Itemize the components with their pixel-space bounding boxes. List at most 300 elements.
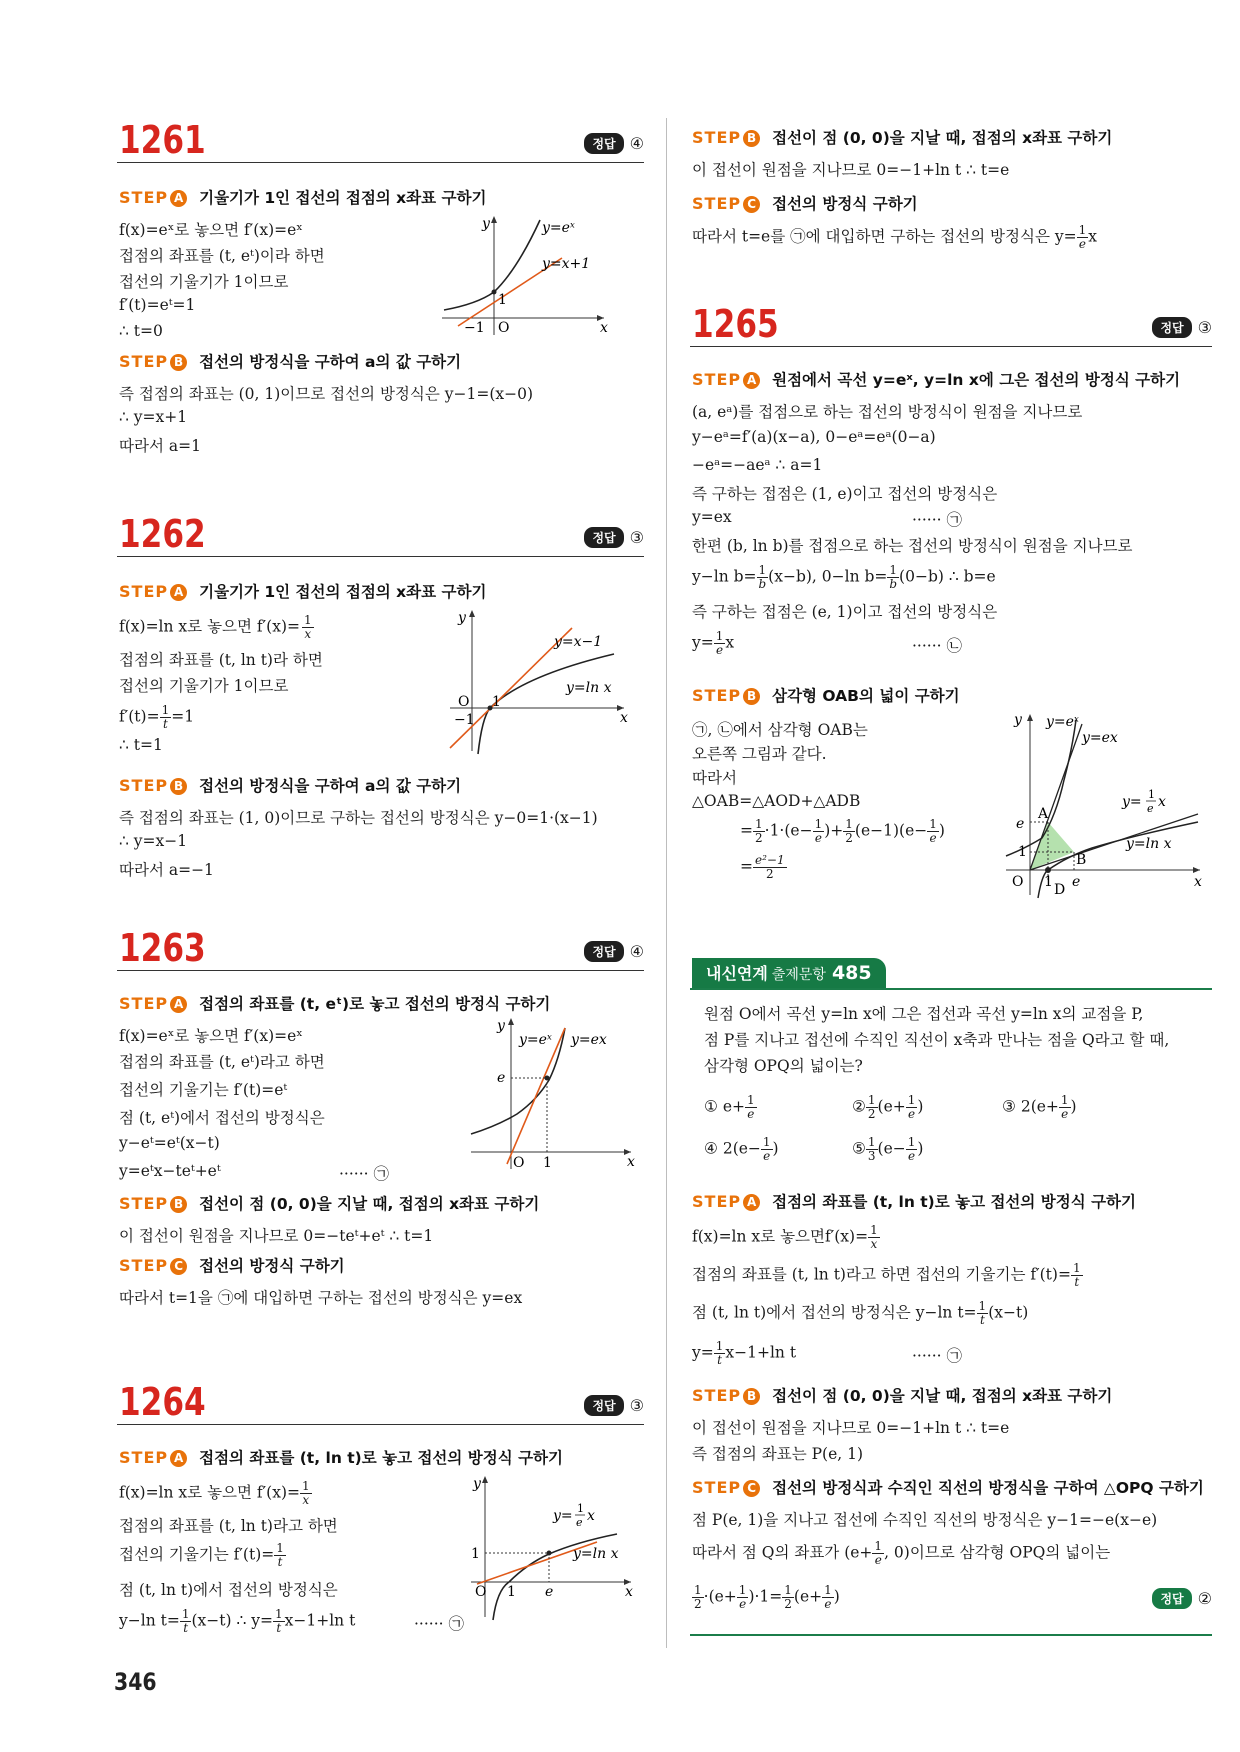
answer-value: ③ [629, 1396, 644, 1415]
y-label: y [482, 216, 490, 232]
text: ·1· [764, 821, 785, 840]
denominator: t [162, 717, 168, 731]
text: (x−t) [988, 1303, 1029, 1322]
badge-number: 485 [831, 962, 872, 984]
denominator: t [979, 1313, 985, 1327]
choice-4[interactable] [704, 1136, 779, 1163]
line-ex-label: y=ex [1082, 730, 1118, 746]
denominator: t [1074, 1275, 1080, 1289]
step-b [692, 1384, 1112, 1406]
graph-1261 [432, 210, 612, 340]
denominator: t [277, 1555, 283, 1569]
answer-value: ③ [1197, 318, 1212, 337]
step-letter: B [170, 354, 187, 371]
fraction [302, 614, 314, 641]
numerator: 1 [867, 1093, 876, 1107]
numerator: 1 [784, 1583, 792, 1597]
step-letter: B [743, 130, 760, 147]
denominator: 2 [765, 867, 774, 881]
equation-marker: ······ ㉠ [414, 1615, 464, 1633]
curve-label: y=eˣ [519, 1032, 552, 1048]
text: ) [748, 1587, 755, 1606]
line-label-num: 1 [577, 1502, 584, 1515]
fraction [753, 854, 787, 881]
denominator: e [824, 1597, 832, 1611]
fraction [274, 1542, 286, 1569]
text: (e+ [793, 1587, 823, 1606]
answer-badge: 정답 [1152, 317, 1191, 338]
problem-header [117, 512, 644, 557]
tangent-point [492, 290, 497, 295]
solution-line: 따라서 a=−1 [119, 861, 214, 879]
answer-badge: 정답 [584, 133, 623, 154]
fraction [782, 1584, 794, 1611]
step-word: STEP [119, 994, 169, 1013]
text: (e− [899, 821, 928, 840]
denominator: e [908, 1107, 916, 1121]
solution-line: 이 접선이 원점을 지나므로 0=−teᵗ+eᵗ ∴ t=1 [119, 1227, 434, 1245]
solution-line: △OAB=△AOD+△ADB [692, 792, 861, 810]
solution-line: ∴ y=x+1 [119, 408, 188, 426]
numerator: 1 [715, 1339, 724, 1353]
text: (x−b), 0−ln b= [768, 567, 888, 586]
step-word: STEP [692, 1192, 742, 1211]
text: (e− [877, 1139, 906, 1158]
solution-line: 접선의 기울기가 1이므로 [119, 273, 289, 291]
solution-line: y−eᵃ=f′(a)(x−a), 0−eᵃ=eᵃ(0−a) [692, 428, 936, 446]
solution-line: ∴ t=0 [119, 322, 163, 340]
step-title: 접선이 점 (0, 0)을 지날 때, 접점의 x좌표 구하기 [772, 1387, 1113, 1405]
curve-label: y=ln x [566, 680, 612, 696]
text: f(x)=ln x로 놓으면f′(x)= [692, 1227, 869, 1246]
solution-line: 즉 구하는 접점은 (1, e)이고 접선의 방정식은 [692, 485, 998, 503]
step-a [692, 368, 1180, 390]
fraction [1071, 1262, 1083, 1289]
denominator: e [739, 1597, 747, 1611]
text: ) [833, 1587, 840, 1606]
y-intercept-label: −1 [454, 712, 475, 728]
solution-line: f′(t)=eᵗ=1 [119, 296, 196, 314]
text: x−1+ln t [284, 1611, 356, 1630]
solution-line [692, 1224, 880, 1251]
page-number: 346 [114, 1668, 157, 1696]
answer-tag [584, 527, 644, 548]
numerator: 1 [755, 817, 763, 831]
fraction [868, 1224, 880, 1251]
text: 접선의 기울기는 f′(t)= [119, 1545, 275, 1564]
answer-badge: 정답 [584, 1395, 623, 1416]
step-letter: A [743, 372, 760, 389]
step-b [119, 774, 461, 796]
solution-line [692, 564, 996, 591]
numerator: 1 [1078, 223, 1087, 237]
solution-line [692, 224, 1097, 251]
text: 따라서 t=e를 ㉠에 대입하면 구하는 접선의 방정식은 y= [692, 227, 1077, 246]
solution-line [692, 630, 734, 657]
problem-header [690, 302, 1212, 347]
point-b-label: B [1076, 852, 1087, 868]
x-arrow [1193, 867, 1200, 873]
text: y−ln b= [692, 567, 757, 586]
fraction [977, 1300, 989, 1327]
solution-line [692, 1540, 1110, 1567]
solution-line: 점 (t, ln t)에서 접선의 방정식은 [119, 1581, 338, 1599]
text: = [740, 857, 753, 876]
answer-tag [584, 133, 644, 154]
fraction [866, 1094, 878, 1121]
step-word: STEP [692, 370, 742, 389]
problem-1265 [690, 302, 1212, 898]
column-divider [666, 118, 667, 1648]
solution-line [119, 1608, 355, 1635]
step-b [692, 126, 1112, 148]
step-title: 접선의 방정식과 수직인 직선의 방정식을 구하여 △OPQ 구하기 [772, 1479, 1204, 1497]
solution-line [740, 818, 945, 845]
numerator: 1 [907, 1093, 916, 1107]
step-word: STEP [119, 1448, 169, 1467]
fraction [300, 1480, 312, 1507]
text: (x−t) ∴ y= [191, 1611, 273, 1630]
y-intercept-label: 1 [498, 292, 507, 308]
solution-line [692, 1300, 1028, 1327]
numerator: 1 [814, 817, 823, 831]
fraction [866, 1136, 878, 1163]
text: · [703, 1587, 709, 1606]
graph-1263 [467, 1014, 637, 1174]
solution-line: 따라서 [692, 769, 737, 787]
x-intercept-label: 1 [492, 694, 501, 710]
x-tick-e-label: e [545, 1584, 554, 1600]
problem-1262 [117, 512, 644, 879]
line-label-x: x [587, 1508, 595, 1524]
solution-line [119, 614, 314, 641]
text: (e+ [1030, 1097, 1059, 1116]
fraction [714, 630, 726, 657]
solution-line: 즉 접점의 좌표는 P(e, 1) [692, 1445, 864, 1463]
solution-line: 따라서 t=1을 ㉠에 대입하면 구하는 접선의 방정식은 y=ex [119, 1289, 523, 1307]
solution-line [119, 1542, 286, 1569]
line-label: y=x+1 [542, 256, 591, 272]
ln-label: y=ln x [1126, 836, 1172, 852]
badge-subtitle: 출제문항 [771, 967, 826, 983]
step-a [119, 1446, 563, 1468]
step-a [692, 1190, 1136, 1212]
solution-line: ㉠, ㉡에서 삼각형 OAB는 [692, 721, 868, 739]
answer-value: ④ [629, 942, 644, 961]
choice-2[interactable] [852, 1094, 923, 1121]
related-footer-rule [690, 1634, 1212, 1636]
step-letter: A [170, 1450, 187, 1467]
denominator: 2 [845, 831, 853, 845]
problem-header [117, 118, 644, 163]
problem-number: 1263 [119, 926, 206, 970]
step-c [692, 192, 918, 214]
problem-1261 [117, 118, 644, 455]
text: f′(t)= [119, 707, 160, 726]
text: ) [824, 821, 831, 840]
problem-number: 1265 [692, 302, 779, 346]
text: f(x)=ln x로 놓으면 f′(x)= [119, 1483, 300, 1502]
step-title: 접선이 점 (0, 0)을 지날 때, 접점의 x좌표 구하기 [199, 1195, 540, 1213]
y-tick-e-label: e [1016, 816, 1025, 832]
numerator: 1 [870, 1223, 878, 1237]
origin-label: O [1012, 874, 1024, 890]
denominator: e [763, 1149, 771, 1163]
fraction [927, 818, 939, 845]
numerator: 1 [824, 1583, 832, 1597]
text: f(x)=ln x로 놓으면 f′(x)= [119, 617, 300, 636]
fraction [737, 1584, 749, 1611]
step-word: STEP [692, 128, 742, 147]
denominator: t [717, 1353, 722, 1367]
solution-line: f(x)=eˣ로 놓으면 f′(x)=eˣ [119, 1027, 303, 1045]
step-title: 기울기가 1인 접선의 접점의 x좌표 구하기 [199, 189, 487, 207]
denominator: e [1078, 237, 1086, 251]
y-label: y [1014, 712, 1022, 728]
step-b [692, 684, 960, 706]
fraction [180, 1608, 192, 1635]
denominator: e [814, 831, 822, 845]
fraction [745, 1094, 757, 1121]
line-label-num: 1 [1148, 788, 1155, 801]
equation-marker: ······ ㉠ [339, 1165, 389, 1183]
text: + [830, 821, 844, 840]
related-badge [692, 958, 886, 988]
text: ) [917, 1139, 924, 1158]
step-letter: C [170, 1258, 187, 1275]
step-letter: C [743, 1480, 760, 1497]
solution-line: 접점의 좌표를 (t, eᵗ)이라 하면 [119, 247, 325, 265]
step-word: STEP [692, 1386, 742, 1405]
solution-line: y=eᵗx−teᵗ+eᵗ [119, 1162, 221, 1180]
denominator: e [929, 831, 937, 845]
question-line: 원점 O에서 곡선 y=ln x에 그은 접선과 곡선 y=ln x의 교점을 P, [704, 1005, 1144, 1023]
solution-line: (a, eᵃ)를 접점으로 하는 접선의 방정식이 원점을 지나므로 [692, 403, 1083, 421]
numerator: 1 [161, 703, 170, 717]
denominator: 2 [867, 1107, 876, 1121]
solution-line [740, 854, 787, 881]
numerator: 1 [762, 1135, 771, 1149]
step-title: 접점의 좌표를 (t, eᵗ)로 놓고 접선의 방정식 구하기 [199, 995, 551, 1013]
step-title: 원점에서 곡선 y=eˣ, y=ln x에 그은 접선의 방정식 구하기 [772, 371, 1181, 389]
denominator: 2 [755, 831, 763, 845]
text: (e− [732, 1139, 761, 1158]
problem-1263 [117, 926, 644, 1307]
text: x−1+ln t [725, 1343, 797, 1362]
fraction [822, 1584, 834, 1611]
step-letter: A [170, 584, 187, 601]
answer-tag [584, 941, 644, 962]
denominator: e [874, 1553, 882, 1567]
step-word: STEP [692, 1478, 742, 1497]
y-tick-one-label: 1 [1018, 844, 1027, 860]
graph-1264 [467, 1472, 637, 1622]
y-arrow [491, 216, 497, 223]
curve-exp [444, 220, 540, 310]
solution-line [692, 1262, 1083, 1289]
text: (e−1) [854, 821, 900, 840]
denominator: 2 [694, 1597, 702, 1611]
step-title: 접선이 점 (0, 0)을 지날 때, 접점의 x좌표 구하기 [772, 129, 1113, 147]
step-b [119, 350, 461, 372]
choice-3[interactable] [1002, 1094, 1077, 1121]
graph-1262 [442, 606, 632, 756]
problem-header [117, 926, 644, 971]
y-tick-label: 1 [471, 1546, 480, 1562]
fraction [906, 1094, 918, 1121]
curve-exp [1006, 720, 1076, 856]
step-title: 접선의 방정식을 구하여 a의 값 구하기 [199, 353, 462, 371]
answer-tag [584, 1395, 644, 1416]
fraction [1059, 1094, 1071, 1121]
problem-number: 1264 [119, 1380, 206, 1424]
step-title: 접점의 좌표를 (t, ln t)로 놓고 접선의 방정식 구하기 [772, 1193, 1137, 1211]
step-letter: A [743, 1194, 760, 1211]
curve-label: y=eˣ [542, 220, 575, 236]
denominator: t [276, 1621, 282, 1635]
solution-line [119, 704, 194, 731]
solution-line [692, 1584, 840, 1611]
y-arrow [482, 1476, 488, 1483]
solution-line: 이 접선이 원점을 지나므로 0=−1+ln t ∴ t=e [692, 161, 1010, 179]
step-title: 기울기가 1인 접선의 접점의 x좌표 구하기 [199, 583, 487, 601]
denominator: e [716, 643, 724, 657]
tangent-line [507, 1028, 565, 1164]
numerator: 1 [1060, 1093, 1069, 1107]
y-arrow [1027, 714, 1033, 721]
numerator: 1 [274, 1607, 283, 1621]
solution-line: y=ex [692, 508, 732, 526]
numerator: 1 [889, 563, 898, 577]
denominator: e [747, 1107, 755, 1121]
text: (e+ [708, 1587, 737, 1606]
problem-number: 1262 [119, 512, 206, 556]
text: 점 (t, ln t)에서 접선의 방정식은 y−ln t= [692, 1303, 977, 1322]
fraction [273, 1608, 285, 1635]
step-title: 접선의 방정식을 구하여 a의 값 구하기 [199, 777, 462, 795]
step-title: 접점의 좌표를 (t, ln t)로 놓고 접선의 방정식 구하기 [199, 1449, 564, 1467]
choice-5[interactable] [852, 1136, 923, 1163]
point-a-label: A [1038, 806, 1049, 822]
answer-badge: 정답 [584, 941, 623, 962]
denominator: x [302, 1493, 310, 1507]
numerator: 1 [276, 1541, 284, 1555]
text: x [725, 633, 735, 652]
step-word: STEP [119, 352, 169, 371]
text: ) [917, 1097, 924, 1116]
curve-label: y=ln x [573, 1546, 619, 1562]
step-a [119, 580, 486, 602]
step-letter: A [170, 996, 187, 1013]
line-label: y=x−1 [554, 634, 603, 650]
step-letter: A [170, 190, 187, 207]
x-label: x [1194, 874, 1202, 890]
text: (e+ [844, 1543, 873, 1562]
numerator: 1 [867, 1135, 876, 1149]
y-tick-label: e [497, 1070, 506, 1086]
line-label: y=ex [571, 1032, 607, 1048]
solution-line: 접점의 좌표를 (t, ln t)라 하면 [119, 651, 323, 669]
step-letter: B [743, 1388, 760, 1405]
solution-line: ∴ y=x−1 [119, 832, 188, 850]
denominator: x [304, 627, 312, 641]
denominator: e [1061, 1107, 1069, 1121]
fraction [887, 564, 899, 591]
fraction [813, 818, 825, 845]
line-label-den: e [1147, 802, 1154, 815]
answer-value: ③ [629, 528, 644, 547]
tangent-point [545, 1076, 550, 1081]
answer-tag [1152, 317, 1212, 338]
answer-value: ④ [629, 134, 644, 153]
step-letter: B [743, 688, 760, 705]
y-label: y [473, 1476, 481, 1492]
solution-line: 점 P(e, 1)을 지나고 접선에 수직인 직선의 방정식은 y−1=−e(x−e) [692, 1511, 1158, 1529]
question-line: 삼각형 OPQ의 넓이는? [704, 1057, 863, 1075]
text: ·1= [754, 1587, 783, 1606]
numerator: 1 [304, 613, 312, 627]
origin-label: O [458, 694, 470, 710]
answer-badge: 정답 [1152, 1588, 1191, 1609]
tangent-point [547, 1551, 552, 1556]
numerator: 1 [694, 1583, 702, 1597]
step-title: 접선의 방정식 구하기 [199, 1257, 345, 1275]
denominator: b [758, 577, 767, 591]
x-label: x [620, 710, 628, 726]
fraction [714, 1340, 726, 1367]
denominator: 2 [784, 1597, 792, 1611]
step-letter: B [170, 778, 187, 795]
fraction [906, 1136, 918, 1163]
numerator: 1 [874, 1539, 883, 1553]
solution-line: f(x)=eˣ로 놓으면 f′(x)=eˣ [119, 221, 303, 239]
x-label: x [625, 1584, 633, 1600]
step-letter: B [170, 1196, 187, 1213]
x-label: x [627, 1154, 635, 1170]
denominator: e [908, 1149, 916, 1163]
numerator: e²−1 [755, 853, 785, 867]
text: y−ln t= [119, 1611, 180, 1630]
equation-marker: ······ ㉠ [912, 1347, 962, 1365]
choice-1[interactable] [704, 1094, 757, 1121]
origin-label: O [513, 1155, 525, 1171]
text: , 0) [884, 1543, 910, 1562]
problem-1264 [117, 1380, 644, 1635]
step-a [119, 992, 550, 1014]
x-label: x [600, 320, 608, 336]
text: ② [852, 1097, 866, 1116]
fraction [753, 818, 765, 845]
fraction [761, 1136, 773, 1163]
answer-tag [1152, 1588, 1212, 1609]
step-word: STEP [119, 188, 169, 207]
text: 이므로 삼각형 OPQ의 넓이는 [909, 1543, 1111, 1562]
solution-line: 즉 접점의 좌표는 (1, 0)이므로 구하는 접선의 방정식은 y−0=1·(x−1) [119, 809, 598, 827]
solution-line: 이 접선이 원점을 지나므로 0=−1+ln t ∴ t=e [692, 1419, 1010, 1437]
graph-1265 [1002, 710, 1207, 900]
step-a [119, 186, 486, 208]
step-letter: C [743, 196, 760, 213]
numerator: 1 [746, 1093, 755, 1107]
y-label: y [497, 1018, 505, 1034]
text: ④ 2 [704, 1139, 733, 1158]
x-tick-label: 1 [543, 1155, 552, 1171]
step-title: 접선의 방정식 구하기 [772, 195, 918, 213]
text: ) [1070, 1097, 1077, 1116]
text: 따라서 점 Q의 좌표가 [692, 1543, 845, 1562]
equation-marker: ······ ㉠ [912, 511, 962, 529]
fraction [843, 818, 855, 845]
